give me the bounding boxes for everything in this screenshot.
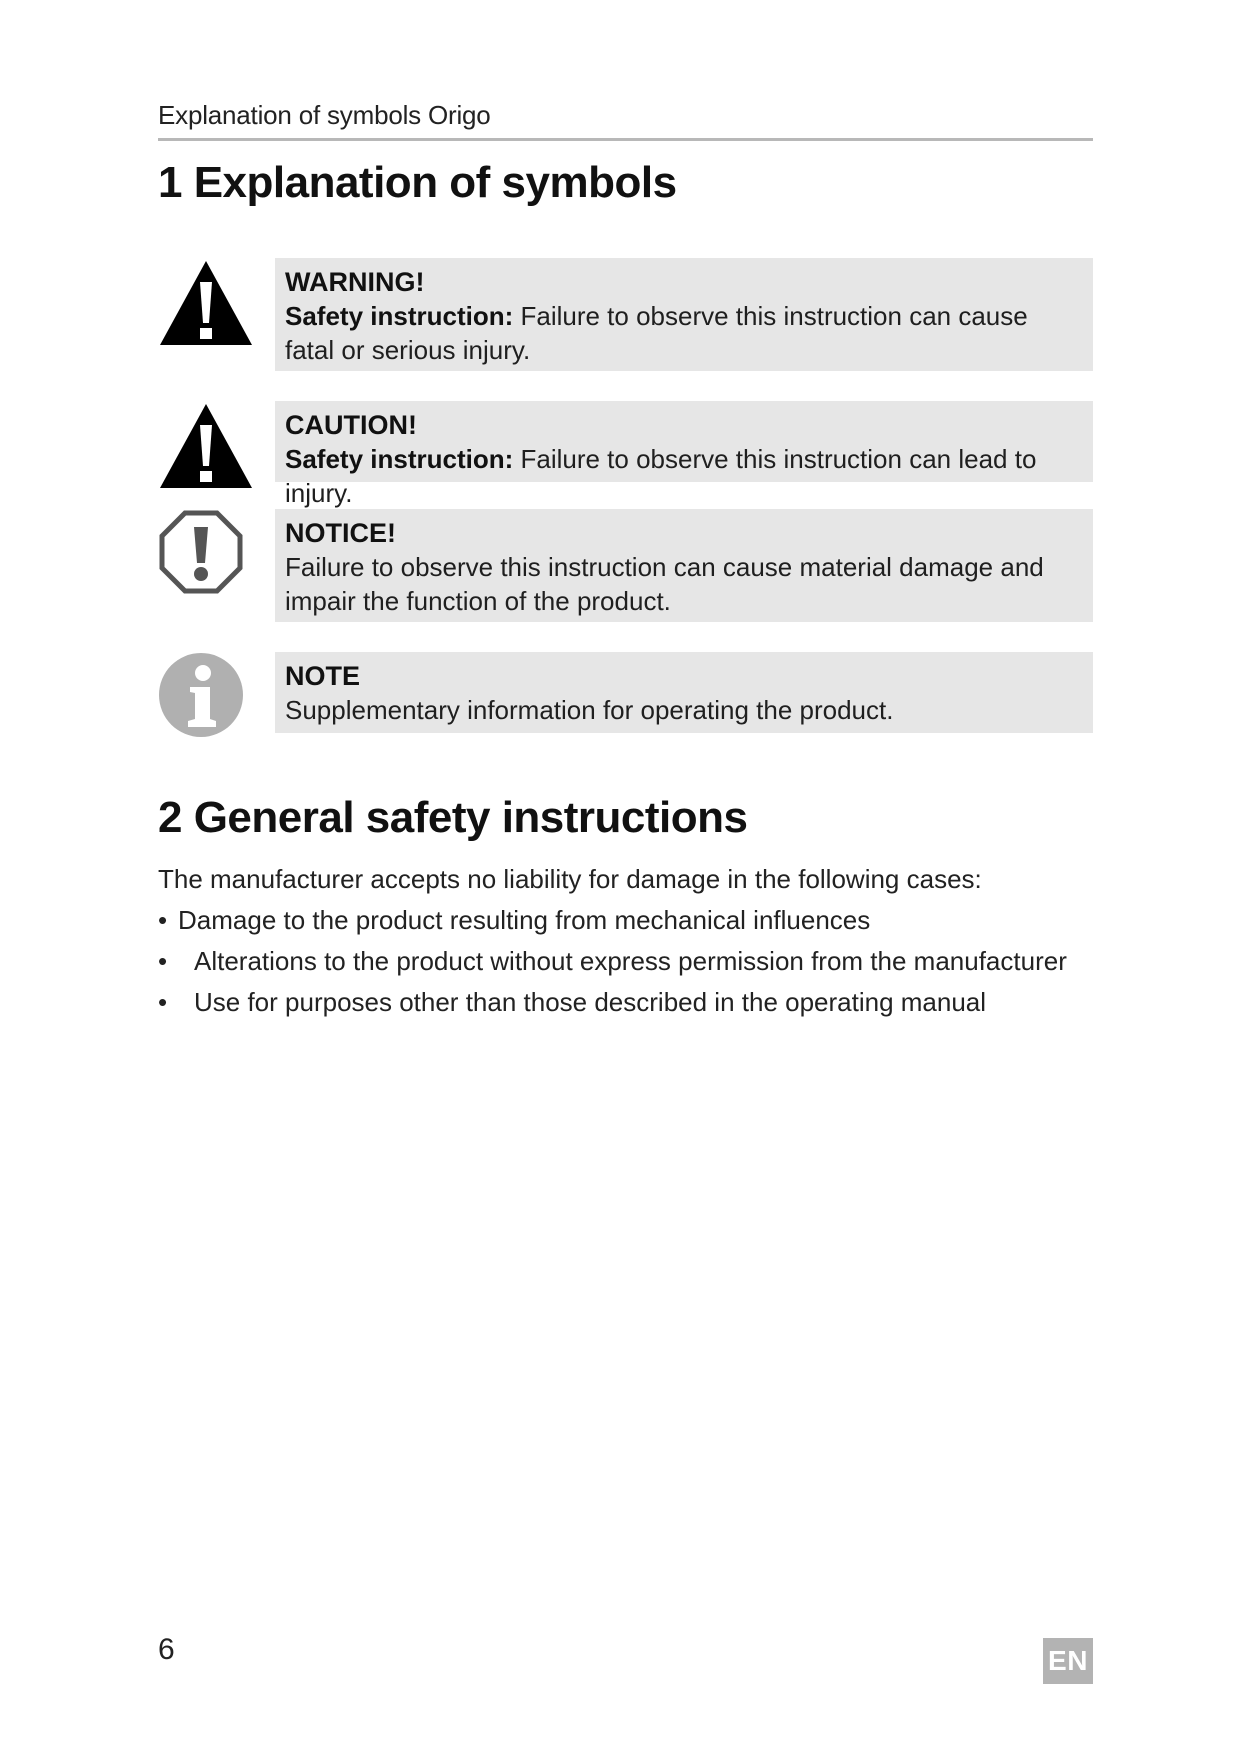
page-number: 6 [158, 1633, 175, 1666]
section-1-heading: 1 Explanation of symbols [158, 158, 677, 207]
section-2-heading: 2 General safety instructions [158, 793, 748, 842]
note-text: Supplementary information for operating the product. [285, 695, 894, 725]
caution-title: CAUTION! [285, 410, 417, 440]
header-divider [158, 138, 1093, 141]
note-title: NOTE [285, 661, 361, 691]
warning-body: Failure to observe this instruction can cause fatal or serious injury. [285, 301, 1028, 365]
bullet-icon: • [158, 905, 168, 935]
warning-title: WARNING! [285, 267, 425, 297]
caution-body: Failure to observe this instruction can lead to injury. [285, 444, 1037, 508]
bullet-icon: • [158, 946, 168, 976]
note-message-box [275, 652, 1093, 733]
liability-intro: The manufacturer accepts no liability for damage in the following cases: [158, 864, 982, 894]
list-item: Use for purposes other than those described in the operating manual [194, 987, 987, 1017]
warning-text [285, 299, 1083, 367]
bullet-icon: • [158, 987, 168, 1017]
caution-triangle-icon [158, 401, 254, 491]
caution-text [285, 442, 1083, 510]
running-header: Explanation of symbols Origo [158, 100, 491, 130]
notice-title: NOTICE! [285, 518, 396, 548]
warning-triangle-icon [158, 258, 254, 348]
warning-lead: Safety instruction: [285, 301, 514, 331]
list-item: Alterations to the product without express permission from the manufacturer [194, 946, 1067, 976]
language-badge: EN [1043, 1638, 1093, 1684]
caution-lead: Safety instruction: [285, 444, 514, 474]
notice-message-box [275, 509, 1093, 622]
caution-message-box [275, 401, 1093, 508]
warning-message-box [275, 258, 1093, 371]
list-item: Damage to the product resulting from mechanical influences [178, 905, 871, 935]
notice-octagon-icon [158, 509, 244, 595]
info-circle-icon [158, 652, 244, 738]
notice-text: Failure to observe this instruction can cause material damage and impair the function of the product. [285, 552, 1044, 616]
